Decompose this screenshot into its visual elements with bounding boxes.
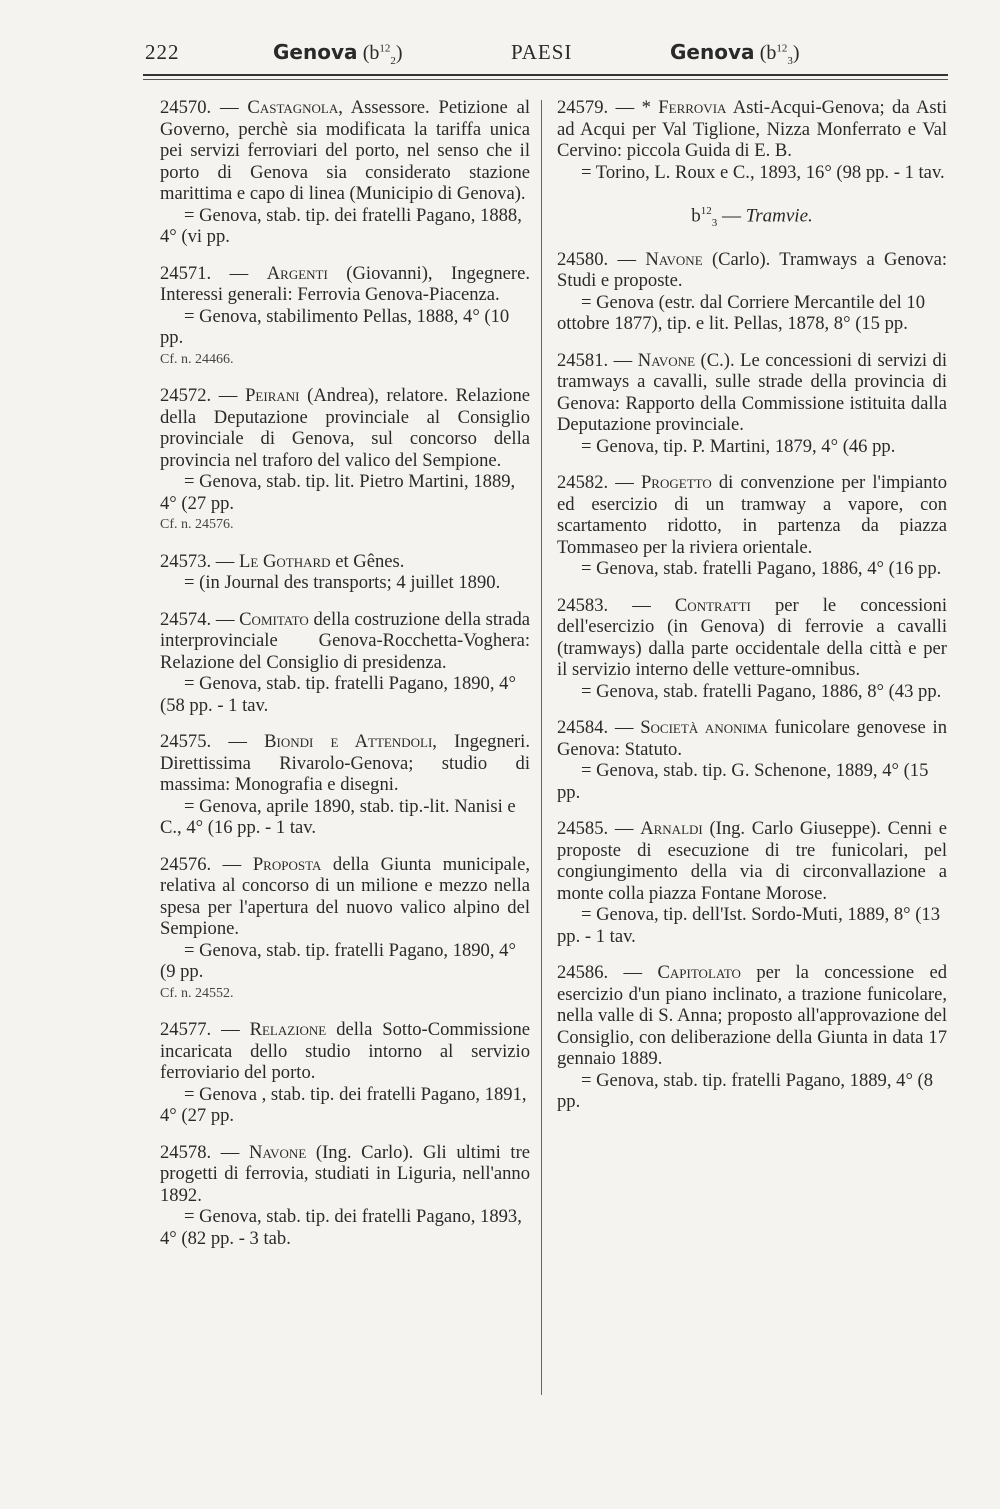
bibliography-entry xyxy=(557,962,947,1113)
column-divider xyxy=(541,100,542,1395)
bibliography-entry xyxy=(160,609,530,717)
entry-text: 24581. — Navone (C.). Le concessioni di servizi di tramways a cavalli, sulle strade della provincia di Genova: Rapporto della Commissione istituita dalla Deputazione provinciale. xyxy=(557,349,948,436)
right-running-title xyxy=(670,40,800,67)
bibliography-entry xyxy=(557,472,947,580)
bibliography-entry xyxy=(160,385,530,536)
right-title: Genova xyxy=(670,40,755,64)
bibliography-entry xyxy=(160,854,530,1005)
entry-number: 24570. xyxy=(160,97,212,118)
entry-body: , Ingegneri. Direttissima Rivarolo-Genova; studio di massima: Monografia e disegni. xyxy=(160,731,530,795)
entry-number: 24579. xyxy=(557,97,609,118)
entry-body: della costruzione della strada interprovinciale Genova-Rocchetta-Voghera: Relazione del Consiglio di presidenza. xyxy=(160,608,530,673)
entry-body: et Gênes. xyxy=(330,550,405,572)
subsection-heading: $b^{12}_3$ — Tramvie. xyxy=(691,205,813,230)
entry-author: Relazione xyxy=(249,1019,327,1040)
header-rule xyxy=(143,74,948,76)
entry-author: Contratti xyxy=(674,594,751,616)
entry-imprint: = Torino, L. Roux e C., 1893, 16° (98 pp. - 1 tav. xyxy=(581,161,945,183)
entry-author: Biondi e Attendoli xyxy=(264,731,433,752)
entry-number: 24580. xyxy=(557,248,609,270)
entry-author: Ferrovia xyxy=(658,97,727,118)
entry-crossref: Cf. n. 24552. xyxy=(160,985,234,1001)
entry-body: (Carlo). Tramways a Genova: Studi e proposte. xyxy=(557,248,948,292)
entry-number: 24581. xyxy=(557,349,609,371)
entry-text: 24584. — Società anonima funicolare genovese in Genova: Statuto. xyxy=(557,717,947,760)
entry-body: per le concessioni dell'esercizio (in Genova) di ferrovie a cavalli (tramways) dalla parte occidentale della città e per il servizio interno delle vetture-omnibus. xyxy=(557,594,948,681)
entry-number: 24583. xyxy=(557,594,609,616)
right-code: $(b^{12}_3)$ xyxy=(759,42,800,67)
bibliography-entry xyxy=(557,595,947,703)
entry-body: per la concessione ed esercizio d'un piano inclinato, a trazione funicolare, nella valle di S. Anna; proposto all'approvazione del Consiglio, con deliberazione della Giunta in data 17 gennaio 1889. xyxy=(557,962,948,1070)
bibliography-entry xyxy=(160,1142,530,1250)
entry-imprint: = Genova, stab. tip. fratelli Pagano, 1890, 4° (58 pp. - 1 tav. xyxy=(160,673,516,716)
entry-text: 24579. — * Ferrovia Asti-Acqui-Genova; da Asti ad Acqui per Val Tiglione, Nizza Monferrato e Val Cervino: piccola Guida di E. B. xyxy=(557,97,947,161)
entry-author: Navone xyxy=(249,1141,307,1163)
entry-number: 24571. xyxy=(160,262,212,284)
entry-body: (C.). Le concessioni di servizi di tramways a cavalli, sulle strade della provincia di Genova: Rapporto della Commissione istituita dalla Deputazione provinciale. xyxy=(557,349,948,436)
entry-author: Società anonima xyxy=(640,717,768,739)
right-column-top xyxy=(557,97,947,183)
entry-body: , Assessore. Petizione al Governo, perchè sia modificata la tariffa unica pei servizi ferroviari del porto, nel senso che il porto di Genova sia considerato stazione marittima e capo di linea (Municipio di Genova). xyxy=(160,97,530,204)
entry-text: 24574. — Comitato della costruzione della strada interprovinciale Genova-Rocchetta-Voghera: Relazione del Consiglio di presidenza. xyxy=(160,608,530,673)
entry-number: 24584. xyxy=(557,717,609,739)
entry-number: 24572. xyxy=(160,385,212,406)
entry-number: 24574. xyxy=(160,608,212,630)
entry-body: della Giunta municipale, relativa al concorso di un milione e mezzo nella spesa per l'apertura del nuovo valico alpino del Sempione. xyxy=(160,853,531,939)
entry-imprint: = Genova, stab. tip. fratelli Pagano, 1890, 4° (9 pp. xyxy=(160,939,516,982)
right-column-entries xyxy=(557,249,947,1113)
running-header xyxy=(143,40,948,72)
entry-text: 24580. — Navone (Carlo). Tramways a Genova: Studi e proposte. xyxy=(557,248,948,292)
header-rule-thin xyxy=(143,79,948,80)
entry-text: 24577. — Relazione della Sotto-Commissione incaricata dello studio intorno al servizio ferroviario del porto. xyxy=(160,1019,530,1083)
bibliography-entry xyxy=(557,818,947,947)
bibliography-entry xyxy=(160,97,530,248)
entry-imprint: = Genova, aprile 1890, stab. tip.-lit. Nanisi e C., 4° (16 pp. - 1 tav. xyxy=(160,795,516,838)
entry-imprint: = Genova, stab. tip. G. Schenone, 1889, 4° (15 pp. xyxy=(557,760,929,803)
entry-imprint: = Genova, stab. fratelli Pagano, 1886, 4° (16 pp. xyxy=(581,558,942,580)
entry-author: Capitolato xyxy=(657,962,741,984)
entry-text: 24578. — Navone (Ing. Carlo). Gli ultimi tre progetti di ferrovia, studiati in Liguria, nell'anno 1892. xyxy=(160,1141,531,1206)
entry-body: (Andrea), relatore. Relazione della Deputazione provinciale al Consiglio provinciale di Genova, sul concorso della provincia nel traforo del valico del Sempione. xyxy=(160,385,530,471)
entry-number: 24575. xyxy=(160,731,212,752)
entry-imprint: = Genova, stab. fratelli Pagano, 1886, 8° (43 pp. xyxy=(581,680,942,702)
left-column xyxy=(160,97,530,1264)
entry-body: della Sotto-Commissione incaricata dello studio intorno al servizio ferroviario del porto. xyxy=(160,1019,530,1083)
entry-number: 24573. xyxy=(160,550,212,572)
entry-imprint: = Genova, stabilimento Pellas, 1888, 4° (10 pp. xyxy=(160,305,510,348)
bibliography-entry xyxy=(160,731,530,839)
entry-crossref: Cf. n. 24576. xyxy=(160,517,234,532)
entry-author: Progetto xyxy=(640,472,712,494)
section-heading: PAESI xyxy=(511,40,573,64)
left-title: Genova xyxy=(273,40,358,64)
entry-number: 24585. xyxy=(557,818,609,840)
left-code: $(b^{12}_2)$ xyxy=(362,42,403,67)
entry-body: funicolare genovese in Genova: Statuto. xyxy=(557,717,947,760)
entry-text: 24573. — Le Gothard et Gênes. xyxy=(160,550,405,572)
entry-imprint: = Genova, stab. tip. dei fratelli Pagano, 1893, 4° (82 pp. - 3 tab. xyxy=(160,1206,522,1249)
entry-body: di convenzione per l'impianto ed esercizio di un tramway a vapore, con scartamento ridotto, in partenza da piazza Tommaseo per la riviera orientale. xyxy=(557,472,947,558)
subsection-title: Tramvie. xyxy=(745,205,813,227)
bibliography-entry xyxy=(557,350,947,458)
entry-author: Castagnola xyxy=(247,97,339,118)
entry-text: 24582. — Progetto di convenzione per l'impianto ed esercizio di un tramway a vapore, con scartamento ridotto, in partenza da piazza Tommaseo per la riviera orientale. xyxy=(557,472,947,558)
entry-imprint: = Genova , stab. tip. dei fratelli Pagano, 1891, 4° (27 pp. xyxy=(160,1083,527,1126)
entry-author: Peirani xyxy=(245,385,300,406)
entry-author: Comitato xyxy=(239,608,309,630)
entry-author: Arnaldi xyxy=(640,818,703,840)
entry-author: Argenti xyxy=(266,262,328,284)
bibliography-entry xyxy=(557,717,947,803)
left-running-title xyxy=(273,40,403,67)
entry-number: 24582. xyxy=(557,472,609,494)
entry-body: Asti-Acqui-Genova; da Asti ad Acqui per Val Tiglione, Nizza Monferrato e Val Cervino: piccola Guida di E. B. xyxy=(557,97,947,161)
bibliography-entry xyxy=(557,249,947,335)
entry-body: (Ing. Carlo). Gli ultimi tre progetti di ferrovia, studiati in Liguria, nell'anno 1892. xyxy=(160,1141,531,1206)
entry-imprint: = Genova, tip. P. Martini, 1879, 4° (46 pp. xyxy=(581,435,896,457)
entry-text: 24575. — Biondi e Attendoli, Ingegneri. Direttissima Rivarolo-Genova; studio di massima: Monografia e disegni. xyxy=(160,731,530,795)
entry-body: (Giovanni), Ingegnere. Interessi generali: Ferrovia Genova-Piacenza. xyxy=(160,262,530,305)
page-number: 222 xyxy=(145,40,180,64)
bibliography-entry xyxy=(160,263,530,371)
entry-text: 24583. — Contratti per le concessioni dell'esercizio (in Genova) di ferrovie a cavalli (tramways) dalla parte occidentale della città e per il servizio interno delle vetture-omnibus. xyxy=(557,594,948,681)
entry-imprint: = Genova, stab. tip. fratelli Pagano, 1889, 4° (8 pp. xyxy=(557,1069,934,1113)
entry-author: Navone xyxy=(637,349,696,371)
entry-number: 24577. xyxy=(160,1019,212,1040)
entry-imprint: = Genova, tip. dell'Ist. Sordo-Muti, 1889, 8° (13 pp. - 1 tav. xyxy=(557,904,941,947)
entry-author: Proposta xyxy=(252,853,322,875)
entry-author: Navone xyxy=(645,248,703,270)
entry-crossref: Cf. n. 24466. xyxy=(160,351,234,367)
entry-imprint: = Genova (estr. dal Corriere Mercantile del 10 ottobre 1877), tip. e lit. Pellas, 1878, 8° (15 pp. xyxy=(557,291,926,335)
entry-imprint: = (in Journal des transports; 4 juillet 1890. xyxy=(184,572,501,593)
entry-text: 24571. — Argenti (Giovanni), Ingegnere. Interessi generali: Ferrovia Genova-Piacenza. xyxy=(160,262,530,305)
bibliography-entry xyxy=(557,97,947,183)
bibliography-entry xyxy=(160,1019,530,1127)
entry-imprint: = Genova, stab. tip. lit. Pietro Martini, 1889, 4° (27 pp. xyxy=(160,471,516,514)
entry-imprint: = Genova, stab. tip. dei fratelli Pagano, 1888, 4° (vi pp. xyxy=(160,204,522,247)
entry-body: (Ing. Carlo Giuseppe). Cenni e proposte di esecuzione di tre funicolari, pel congiungimento della via di circonvallazione a monte colla piazza Fontane Morose. xyxy=(557,818,948,904)
entry-author: Le Gothard xyxy=(239,550,331,572)
entry-number: 24578. xyxy=(160,1141,212,1163)
entry-text: 24570. — Castagnola, Assessore. Petizione al Governo, perchè sia modificata la tariffa unica pei servizi ferroviari del porto, nel senso che il porto di Genova sia considerato stazione marittima e capo di linea (Municipio di Genova). xyxy=(160,97,530,204)
entry-text: 24576. — Proposta della Giunta municipale, relativa al concorso di un milione e mezzo nella spesa per l'apertura del nuovo valico alpino del Sempione. xyxy=(160,853,531,939)
right-column xyxy=(557,97,947,1128)
entry-text: 24586. — Capitolato per la concessione ed esercizio d'un piano inclinato, a trazione funicolare, nella valle di S. Anna; proposto all'approvazione del Consiglio, con deliberazione della Giunta in data 17 gennaio 1889. xyxy=(557,962,948,1070)
entry-text: 24572. — Peirani (Andrea), relatore. Relazione della Deputazione provinciale al Consiglio provinciale di Genova, sul concorso della provincia nel traforo del valico del Sempione. xyxy=(160,385,530,471)
entry-text: 24585. — Arnaldi (Ing. Carlo Giuseppe). Cenni e proposte di esecuzione di tre funicolari, pel congiungimento della via di circonvallazione a monte colla piazza Fontane Morose. xyxy=(557,818,948,904)
bibliography-entry xyxy=(160,551,530,594)
entry-number: 24586. xyxy=(557,962,609,984)
entry-number: 24576. xyxy=(160,853,212,875)
